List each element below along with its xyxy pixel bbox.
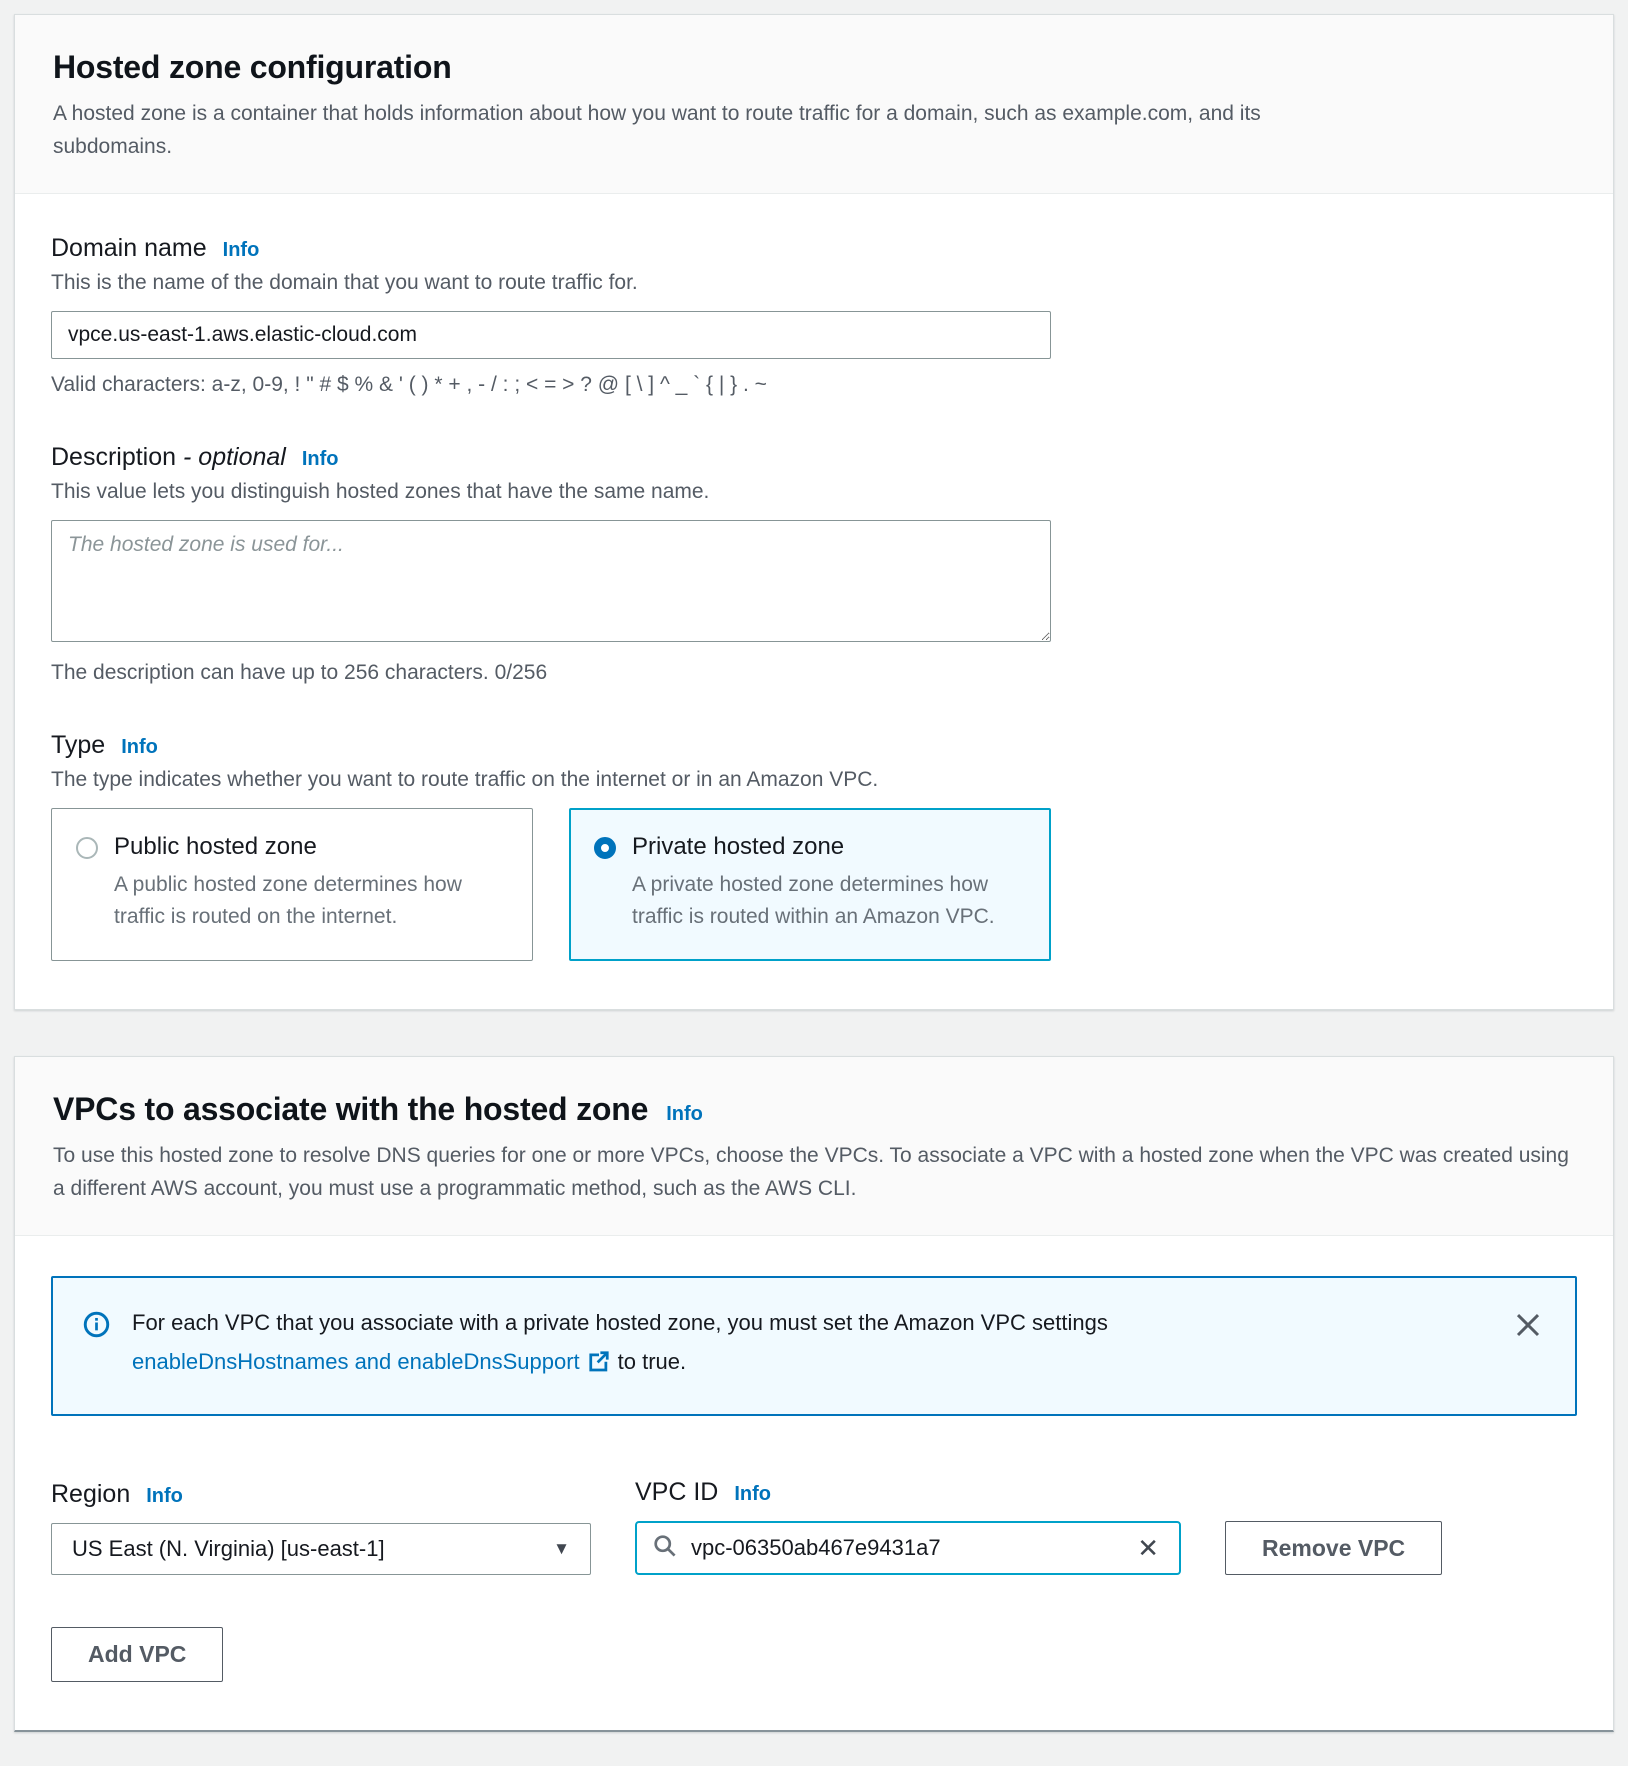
domain-name-input[interactable] [51,311,1051,359]
description-field [51,443,1577,685]
region-label: Region [51,1480,131,1509]
description-info-link[interactable]: Info [301,448,339,471]
vpc-settings-info-alert [51,1276,1577,1416]
add-vpc-button[interactable]: Add VPC [51,1627,223,1682]
section-description: To use this hosted zone to resolve DNS queries for one or more VPCs, choose the VPCs. To associate a VPC with a hosted zone when the VPC was created using a different AWS account, you must use a programmatic method, such as the AWS CLI. [53,1144,1569,1200]
clear-icon[interactable]: ✕ [1133,1533,1163,1563]
public-hosted-zone-radio[interactable] [76,837,98,859]
section-title: VPCs to associate with the hosted zone [53,1091,649,1128]
private-hosted-zone-tile[interactable] [569,808,1051,961]
hosted-zone-configuration-header [15,15,1613,194]
info-circle-icon [83,1311,110,1343]
alert-message [132,1304,1108,1384]
vpc-id-label: VPC ID [635,1478,719,1507]
description-label: Description - optional [51,443,286,472]
valid-characters-text: Valid characters: a-z, 0-9, ! " # $ % & ' ( ) * + , - / : ; < = > ? @ [ \ ] ^ _ ` { | } . ~ [51,373,767,397]
vpcs-associate-body [15,1236,1613,1730]
domain-name-label: Domain name [51,234,207,263]
region-info-link[interactable]: Info [146,1485,183,1508]
alert-text-after: to true. [617,1348,687,1374]
vpc-fields-row [51,1478,1577,1575]
hosted-zone-configuration-body [15,194,1613,1009]
remove-vpc-button[interactable]: Remove VPC [1225,1521,1442,1575]
vpc-id-search-box [635,1521,1181,1575]
search-icon [653,1534,677,1563]
vpcs-info-link[interactable]: Info [666,1103,703,1126]
region-selected-value: US East (N. Virginia) [us-east-1] [72,1536,385,1562]
alert-text-before: For each VPC that you associate with a private hosted zone, you must set the Amazon VPC settings [132,1310,1108,1336]
chevron-down-icon: ▼ [553,1539,570,1559]
enable-dns-link[interactable]: enableDnsHostnames and enableDnsSupport [132,1348,580,1374]
region-column [51,1480,591,1575]
vpc-id-input[interactable] [691,1535,1119,1561]
close-icon[interactable] [1509,1306,1547,1347]
domain-name-hint: This is the name of the domain that you want to route traffic for. [51,271,638,295]
vpcs-associate-header [15,1057,1613,1236]
remove-vpc-column [1225,1521,1442,1575]
type-info-link[interactable]: Info [121,736,158,759]
external-link-icon[interactable] [588,1346,610,1385]
public-hosted-zone-tile[interactable] [51,808,533,961]
type-field [51,731,1577,961]
vpc-id-column [635,1478,1181,1575]
type-radio-group [51,808,1577,961]
description-textarea[interactable] [51,520,1051,642]
domain-name-field [51,234,1577,397]
vpc-id-info-link[interactable]: Info [734,1483,772,1506]
page-title: Hosted zone configuration [53,49,452,85]
tile-title: Private hosted zone [632,833,845,861]
vpcs-associate-card [14,1056,1614,1732]
region-select[interactable] [51,1523,591,1575]
section-description: A hosted zone is a container that holds information about how you want to route traffic for a domain, such as example.com, and its subdomains. [53,102,1261,158]
private-hosted-zone-radio[interactable] [594,837,616,859]
tile-title: Public hosted zone [114,833,317,861]
domain-name-info-link[interactable]: Info [222,239,260,262]
description-char-count: The description can have up to 256 characters. 0/256 [51,661,548,685]
tile-description: A public hosted zone determines how traffic is routed on the internet. [114,873,462,928]
hosted-zone-configuration-card [14,14,1614,1010]
optional-suffix: - optional [183,443,286,472]
description-hint: This value lets you distinguish hosted zones that have the same name. [51,480,710,504]
type-label: Type [51,731,106,760]
tile-description: A private hosted zone determines how traffic is routed within an Amazon VPC. [632,873,995,928]
type-hint: The type indicates whether you want to route traffic on the internet or in an Amazon VPC. [51,768,879,792]
